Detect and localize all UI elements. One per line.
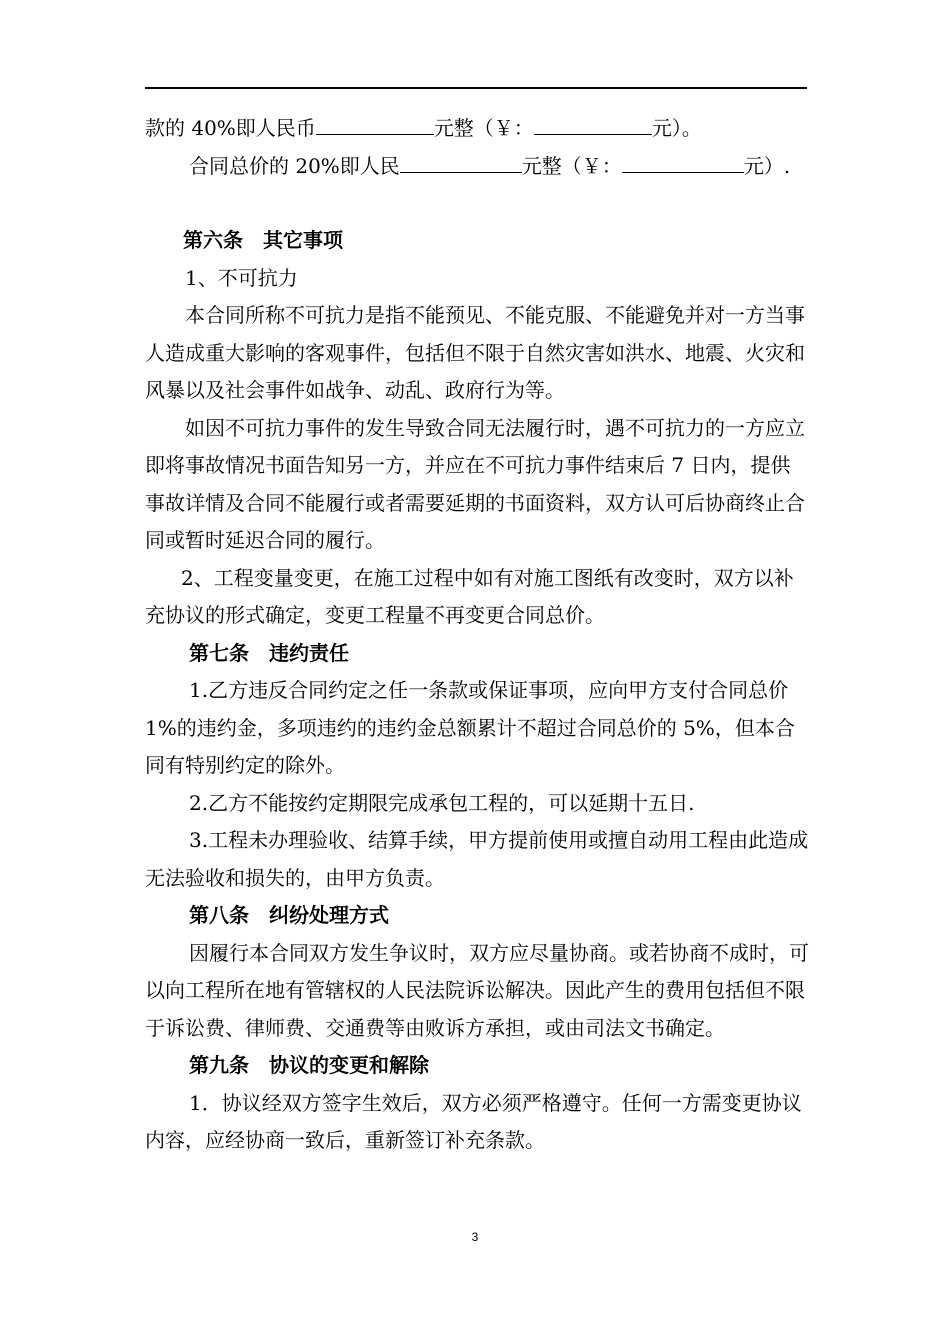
amount-blank[interactable] <box>400 153 522 173</box>
section-7-paragraph: 1.乙方违反合同约定之任一条款或保证事项，应向甲方支付合同总价 1%的违约金，多项违约的违约金总额累计不超过合同总价的 5%，但本合同有特别约定的除外。 <box>145 678 795 777</box>
section-9-heading: 第九条 协议的变更和解除 <box>189 1053 429 1077</box>
payment-40-line: 款的 40%即人民币 元整（￥： 元）。 <box>145 116 702 140</box>
amount-blank[interactable] <box>622 153 744 173</box>
section-9-paragraph: 1．协议经双方签字生效后，双方必须严格遵守。任何一方需变更协议内容，应经协商一致后，重新签订补充条款。 <box>145 1090 802 1152</box>
section-6-paragraph: 本合同所称不可抗力是指不能预见、不能克服、不能避免并对一方当事人造成重大影响的客观事件，包括但不限于自然灾害如洪水、地震、火灾和风暴以及社会事件如战争、动乱、政府行为等。 <box>145 303 805 402</box>
page-number: 3 <box>471 1230 479 1244</box>
section-8-paragraph: 因履行本合同双方发生争议时，双方应尽量协商。或若协商不成时，可以向工程所在地有管辖权的人民法院诉讼解决。因此产生的费用包括但不限于诉讼费、律师费、交通费等由败诉方承担，或由司法文书确定。 <box>145 940 809 1040</box>
header-rule <box>145 87 807 89</box>
section-7-paragraph: 2.乙方不能按约定期限完成承包工程的，可以延期十五日. <box>189 790 695 815</box>
section-6-heading: 第六条 其它事项 <box>183 228 343 252</box>
section-6-paragraph: 如因不可抗力事件的发生导致合同无法履行时，遇不可抗力的一方应立即将事故情况书面告知另一方，并应在不可抗力事件结束后 7 日内，提供事故详情及合同不能履行或者需要延期的书面资料，双方认可后协商终止合同或暂时延迟合同的履行。 <box>145 415 805 552</box>
section-6-item-1: 1、不可抗力 <box>185 265 298 290</box>
section-7-paragraph: 3.工程未办理验收、结算手续，甲方提前使用或擅自动用工程由此造成无法验收和损失的，由甲方负责。 <box>145 828 809 890</box>
section-8-heading: 第八条 纠纷处理方式 <box>189 903 389 927</box>
contract-body <box>145 110 810 1160</box>
payment-20-line: 合同总价的 20%即人民 元整（￥： 元）. <box>189 153 791 178</box>
amount-blank[interactable] <box>534 115 652 135</box>
amount-blank[interactable] <box>316 115 434 135</box>
section-7-heading: 第七条 违约责任 <box>189 640 349 665</box>
section-6-item-2: 2、工程变量变更，在施工过程中如有对施工图纸有改变时，双方以补充协议的形式确定，变更工程量不再变更合同总价。 <box>145 565 794 627</box>
